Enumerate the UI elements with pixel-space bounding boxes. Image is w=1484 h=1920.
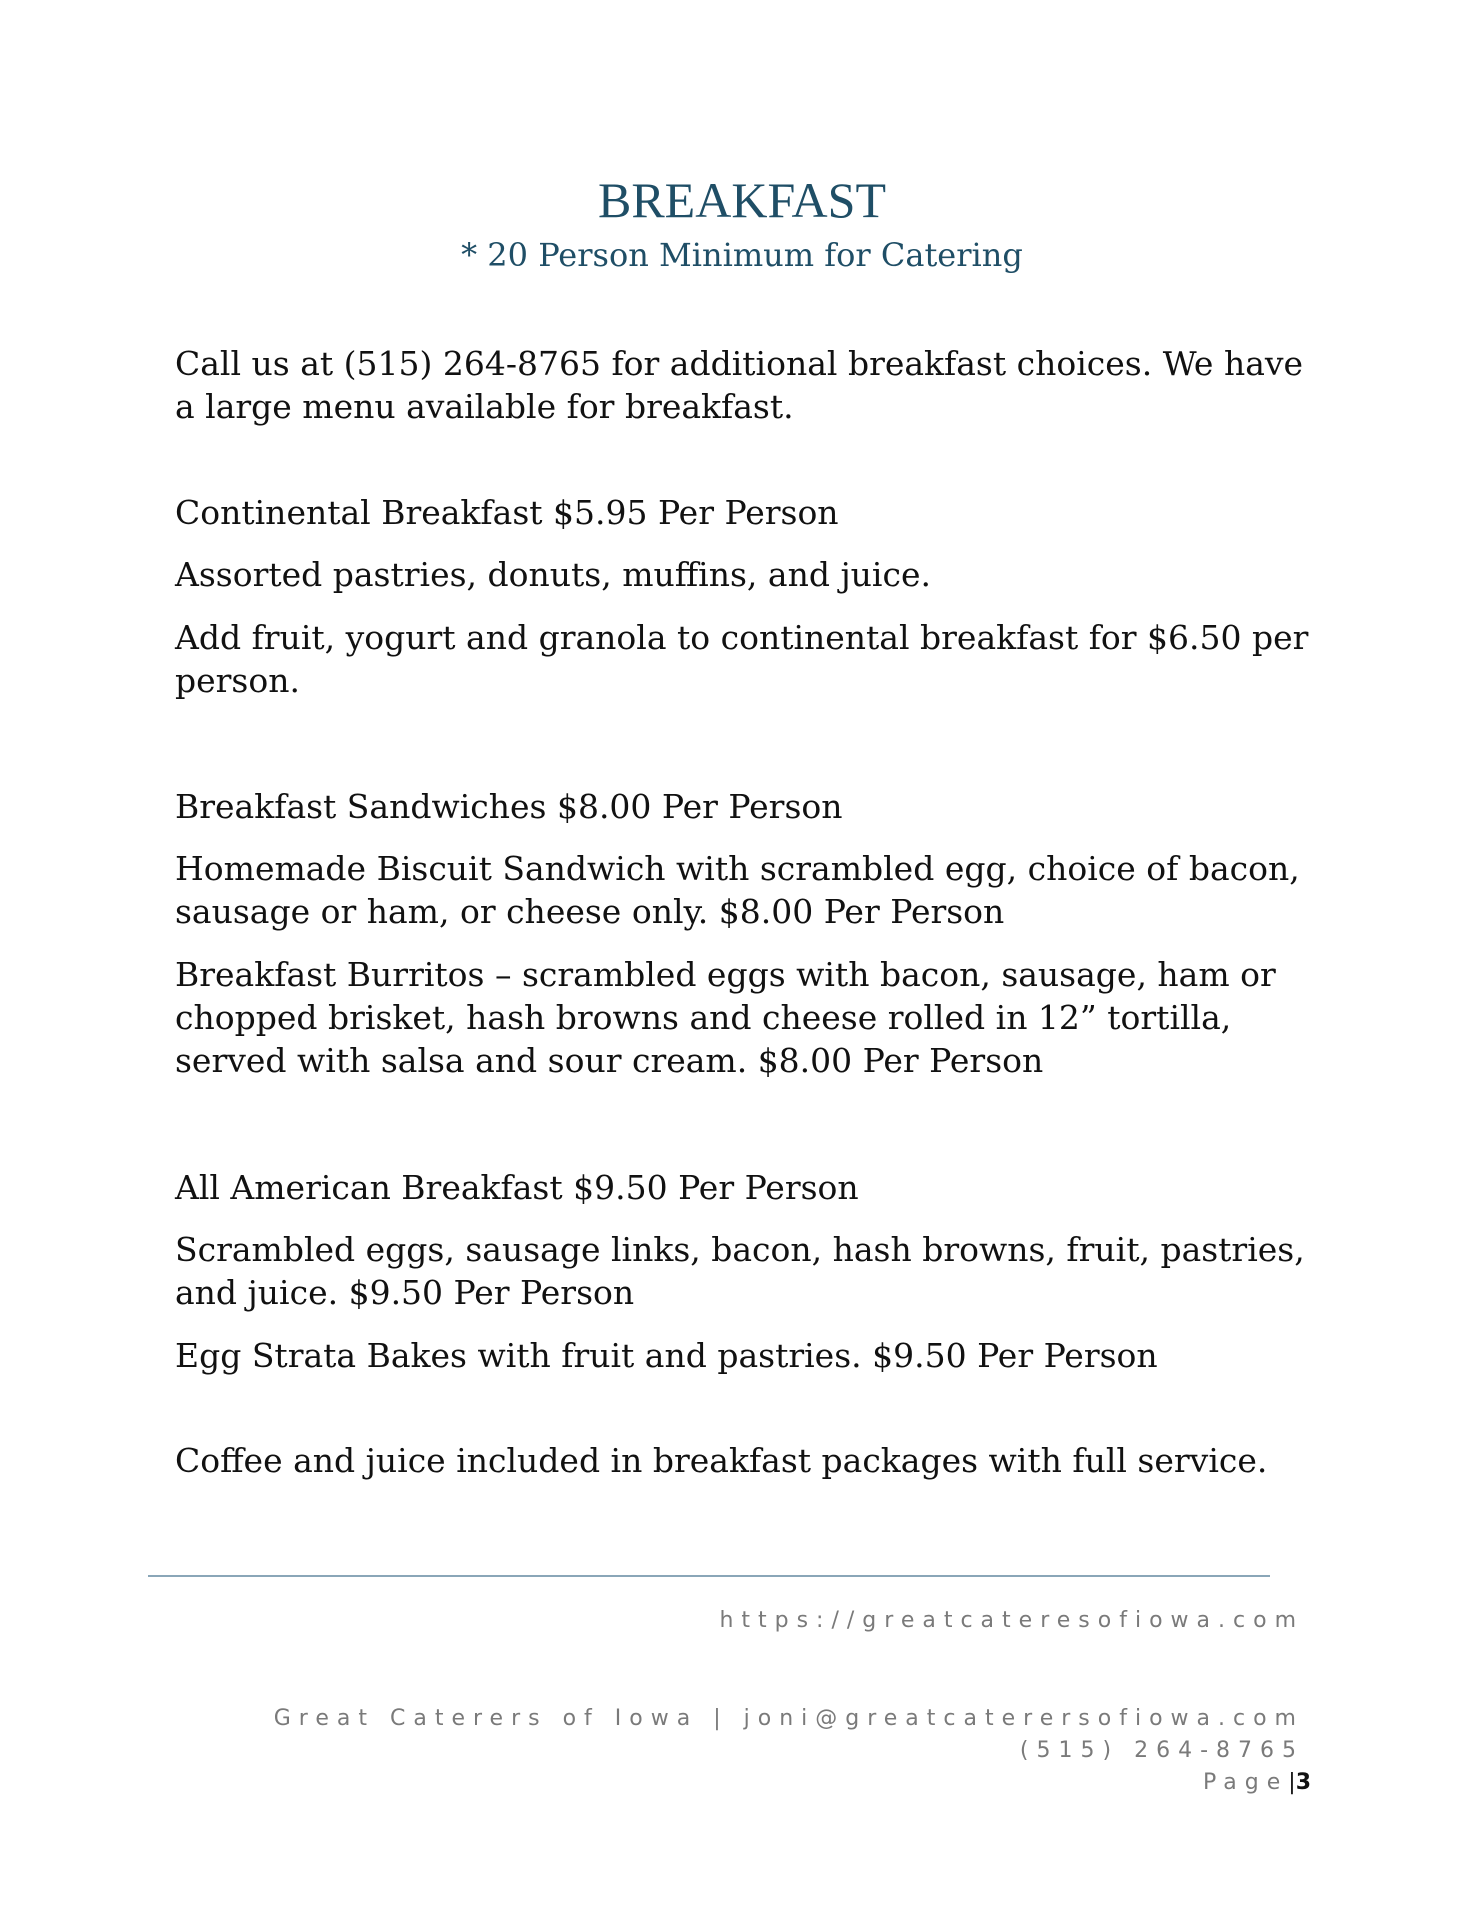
page-number-line [1203,1770,1311,1795]
burritos-description: Breakfast Burritos – scrambled eggs with bacon, sausage, ham or chopped brisket, hash browns and cheese rolled in 12” tortilla, served with salsa and sour cream. $8.00 Per Person [175,955,1276,1080]
coffee-note: Coffee and juice included in breakfast packages with full service. [175,1441,1268,1480]
continental-addon: Add fruit, yogurt and granola to continental breakfast for $6.50 per person. [175,618,1309,700]
sandwiches-heading: Breakfast Sandwiches $8.00 Per Person [175,787,843,826]
footer-contact: Great Caterers of Iowa | joni@greatcaterersofiowa.com [273,1706,1304,1731]
footer-website-link[interactable]: https://greatcateresofiowa.com [719,1608,1304,1633]
american-heading: All American Breakfast $9.50 Per Person [175,1168,859,1207]
page-separator: | [1288,1770,1296,1795]
intro-paragraph: Call us at (515) 264-8765 for additional breakfast choices. We have a large menu available for breakfast. [175,344,1304,426]
footer-divider [148,1575,1270,1577]
continental-heading: Continental Breakfast $5.95 Per Person [175,493,839,532]
page-subtitle: * 20 Person Minimum for Catering [461,236,1023,274]
page-title: BREAKFAST [597,172,886,228]
page-label: Page [1203,1770,1289,1795]
egg-strata-description: Egg Strata Bakes with fruit and pastries. $9.50 Per Person [175,1336,1158,1375]
continental-description: Assorted pastries, donuts, muffins, and juice. [175,555,931,594]
page-number: 3 [1295,1770,1311,1795]
footer-phone: (515) 264-8765 [1019,1738,1304,1763]
american-description: Scrambled eggs, sausage links, bacon, hash browns, fruit, pastries, and juice. $9.50 Per Person [175,1230,1305,1312]
biscuit-sandwich-description: Homemade Biscuit Sandwich with scrambled egg, choice of bacon, sausage or ham, or cheese only. $8.00 Per Person [175,849,1300,931]
